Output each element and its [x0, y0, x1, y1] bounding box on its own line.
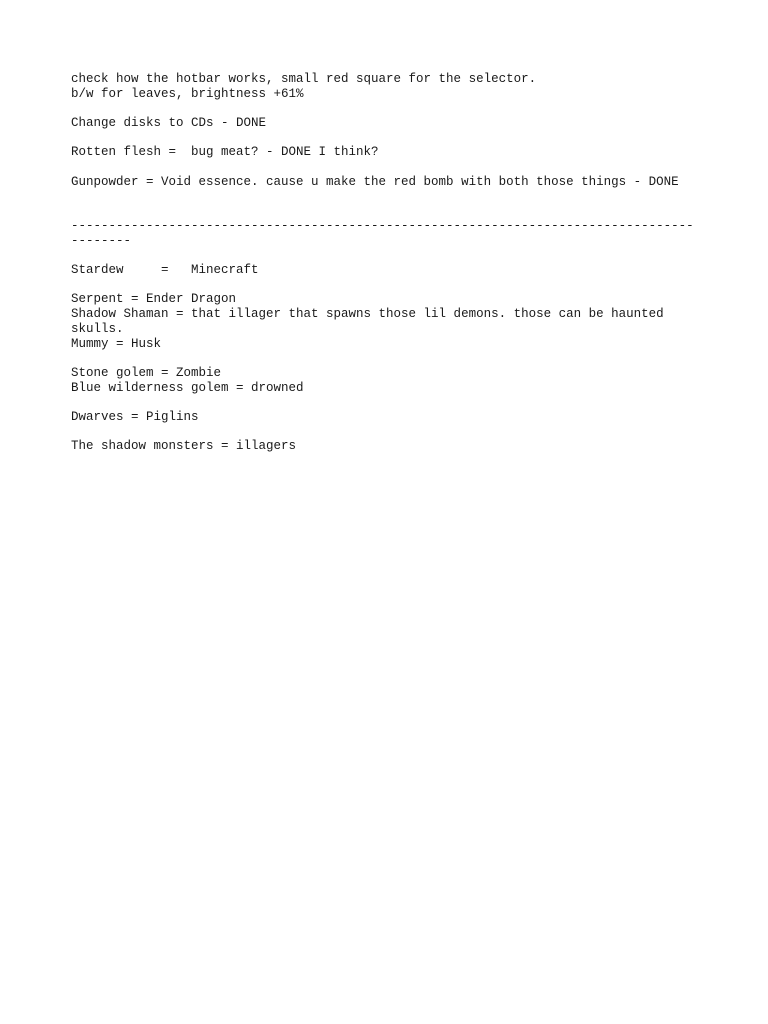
text-line: skulls. — [71, 321, 124, 336]
blank-line — [71, 131, 701, 146]
text-line: Serpent = Ender Dragon — [71, 292, 237, 307]
blank-line — [71, 248, 701, 263]
text-line: Change disks to CDs - DONE — [71, 116, 267, 131]
blank-line — [71, 395, 701, 410]
blank-line — [71, 204, 701, 219]
divider-line: ----------------------------------------------------------------------------------- — [71, 218, 694, 233]
text-line: b/w for leaves, brightness +61% — [71, 86, 304, 101]
text-line: Rotten flesh = bug meat? - DONE I think? — [71, 145, 379, 160]
blank-line — [71, 190, 701, 205]
text-line: Stardew = Minecraft — [71, 263, 259, 278]
text-line: The shadow monsters = illagers — [71, 439, 297, 454]
text-line: Shadow Shaman = that illager that spawns those lil demons. those can be haunted — [71, 307, 664, 322]
text-line: Gunpowder = Void essence. cause u make the red bomb with both those things - DONE — [71, 174, 679, 189]
text-line: Stone golem = Zombie — [71, 365, 222, 380]
text-line: Blue wilderness golem = drowned — [71, 380, 304, 395]
blank-line — [71, 101, 701, 116]
blank-line — [71, 425, 701, 440]
blank-line — [71, 160, 701, 175]
blank-line — [71, 278, 701, 293]
blank-line — [71, 351, 701, 366]
text-line: Mummy = Husk — [71, 336, 162, 351]
text-line: Dwarves = Piglins — [71, 410, 199, 425]
text-line: check how the hotbar works, small red square for the selector. — [71, 72, 537, 86]
divider-line: -------- — [71, 233, 132, 248]
document-body — [71, 72, 701, 454]
